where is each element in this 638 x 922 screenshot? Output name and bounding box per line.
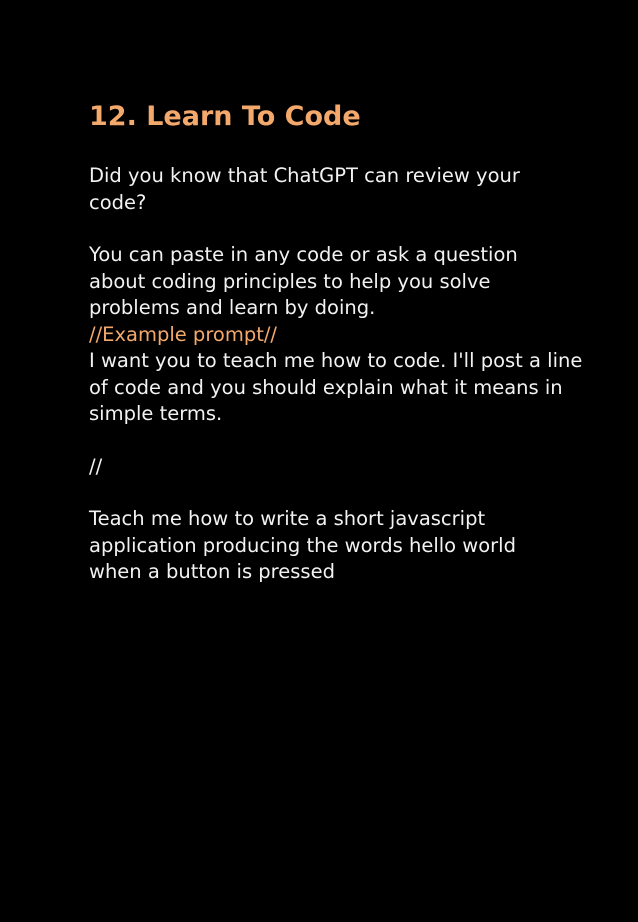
example-request-text [89, 506, 599, 586]
description-line: problems and learn by doing. [89, 296, 376, 319]
intro-line: Did you know that ChatGPT can review your [89, 164, 520, 187]
prompt-line: simple terms. [89, 402, 223, 425]
prompt-line: of code and you should explain what it means in [89, 375, 563, 399]
content-page [89, 98, 599, 586]
description-paragraph [89, 242, 599, 322]
request-line: when a button is pressed [89, 560, 335, 583]
intro-paragraph [89, 163, 599, 216]
example-prompt-text [89, 348, 599, 428]
intro-line: code? [89, 190, 147, 214]
description-line: about coding principles to help you solve [89, 269, 491, 293]
request-line: Teach me how to write a short javascript [89, 507, 486, 530]
request-line: application producing the words hello world [89, 533, 516, 557]
example-prompt-label: //Example prompt// [89, 322, 277, 346]
description-line: You can paste in any code or ask a question [89, 243, 518, 266]
prompt-line: I want you to teach me how to code. I'll post a line [89, 349, 583, 372]
section-title: 12. Learn To Code [89, 101, 361, 132]
prompt-separator: // [89, 454, 103, 478]
